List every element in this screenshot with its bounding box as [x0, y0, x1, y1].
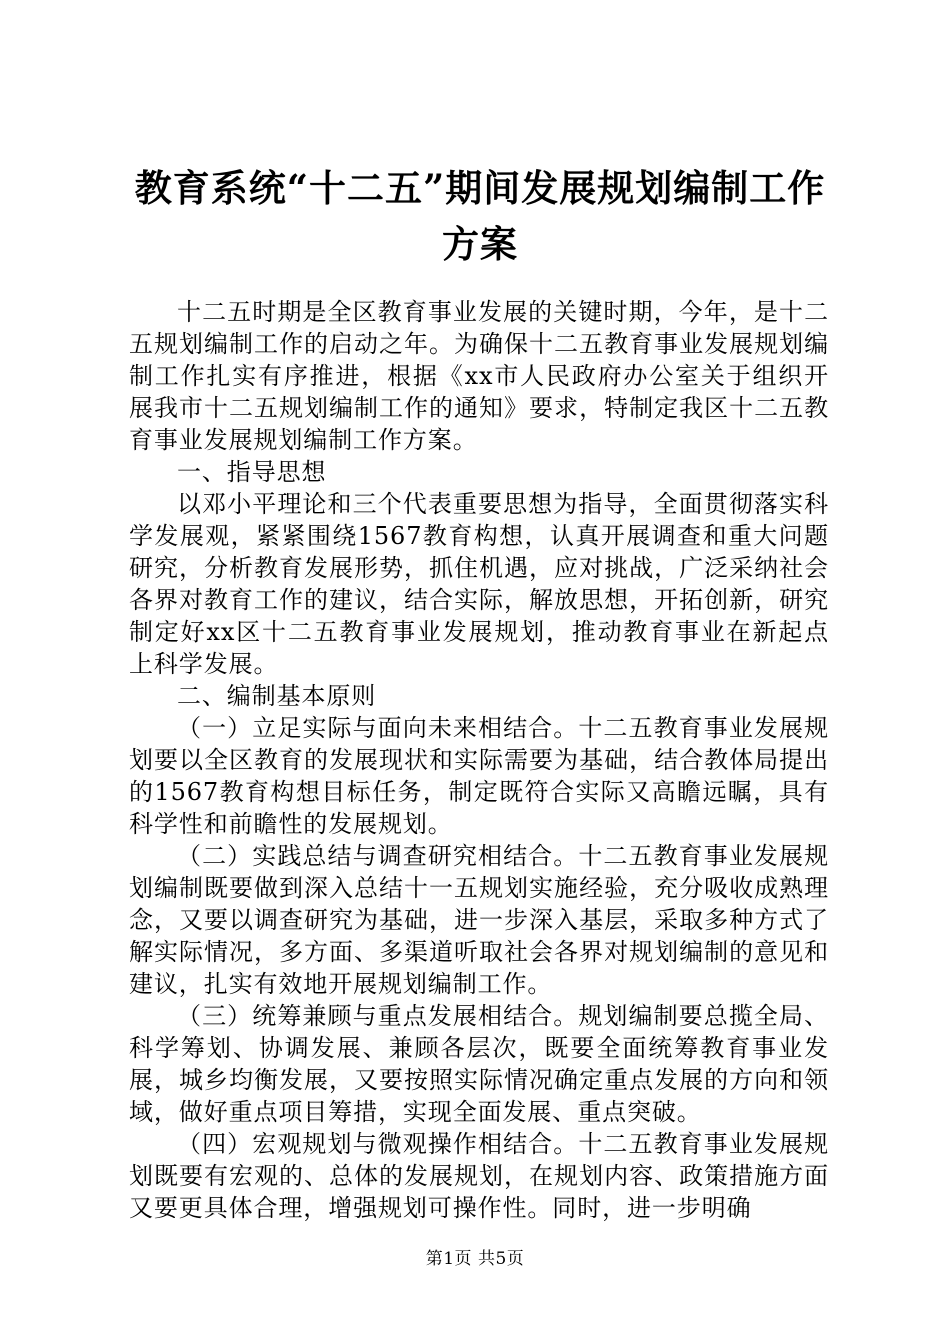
principle-4-paragraph: （四）宏观规划与微观操作相结合。十二五教育事业发展规划既要有宏观的、总体的发展规划，在规划内容、政策措施方面又要更具体合理，增强规划可操作性。同时，进一步明确: [129, 1130, 829, 1222]
principle-2-paragraph: （二）实践总结与调查研究相结合。十二五教育事业发展规划编制既要做到深入总结十一五规划实施经验，充分吸收成熟理念，又要以调查研究为基础，进一步深入基层，采取多种方式了解实际情况，多方面、多渠道听取社会各界对规划编制的意见和建议，扎实有效地开展规划编制工作。: [129, 842, 829, 998]
document-body: [129, 296, 829, 1224]
guiding-ideology-paragraph: 以邓小平理论和三个代表重要思想为指导，全面贯彻落实科学发展观，紧紧围绕1567教育构想，认真开展调查和重大问题研究，分析教育发展形势，抓住机遇，应对挑战，广泛采纳社会各界对教育工作的建议，结合实际，解放思想，开拓创新，研究制定好xx区十二五教育事业发展规划，推动教育事业在新起点上科学发展。: [129, 490, 829, 678]
section-heading-guiding-ideology: 一、指导思想: [177, 458, 327, 486]
principle-1-paragraph: （一）立足实际与面向未来相结合。十二五教育事业发展规划要以全区教育的发展现状和实际需要为基础，结合教体局提出的1567教育构想目标任务，制定既符合实际又高瞻远瞩，具有科学性和前瞻性的发展规划。: [129, 714, 829, 838]
principle-3-paragraph: （三）统筹兼顾与重点发展相结合。规划编制要总揽全局、科学筹划、协调发展、兼顾各层次，既要全面统筹教育事业发展，城乡均衡发展，又要按照实际情况确定重点发展的方向和领域，做好重点项目筹措，实现全面发展、重点突破。: [129, 1002, 829, 1126]
intro-paragraph: 十二五时期是全区教育事业发展的关键时期，今年，是十二五规划编制工作的启动之年。为确保十二五教育事业发展规划编制工作扎实有序推进，根据《xx市人民政府办公室关于组织开展我市十二五规划编制工作的通知》要求，特制定我区十二五教育事业发展规划编制工作方案。: [129, 298, 829, 454]
page-number-footer: 第1页 共5页: [425, 1249, 525, 1269]
section-heading-basic-principles: 二、编制基本原则: [177, 682, 377, 710]
document-title: 教育系统“十二五”期间发展规划编制工作方案: [134, 166, 826, 266]
